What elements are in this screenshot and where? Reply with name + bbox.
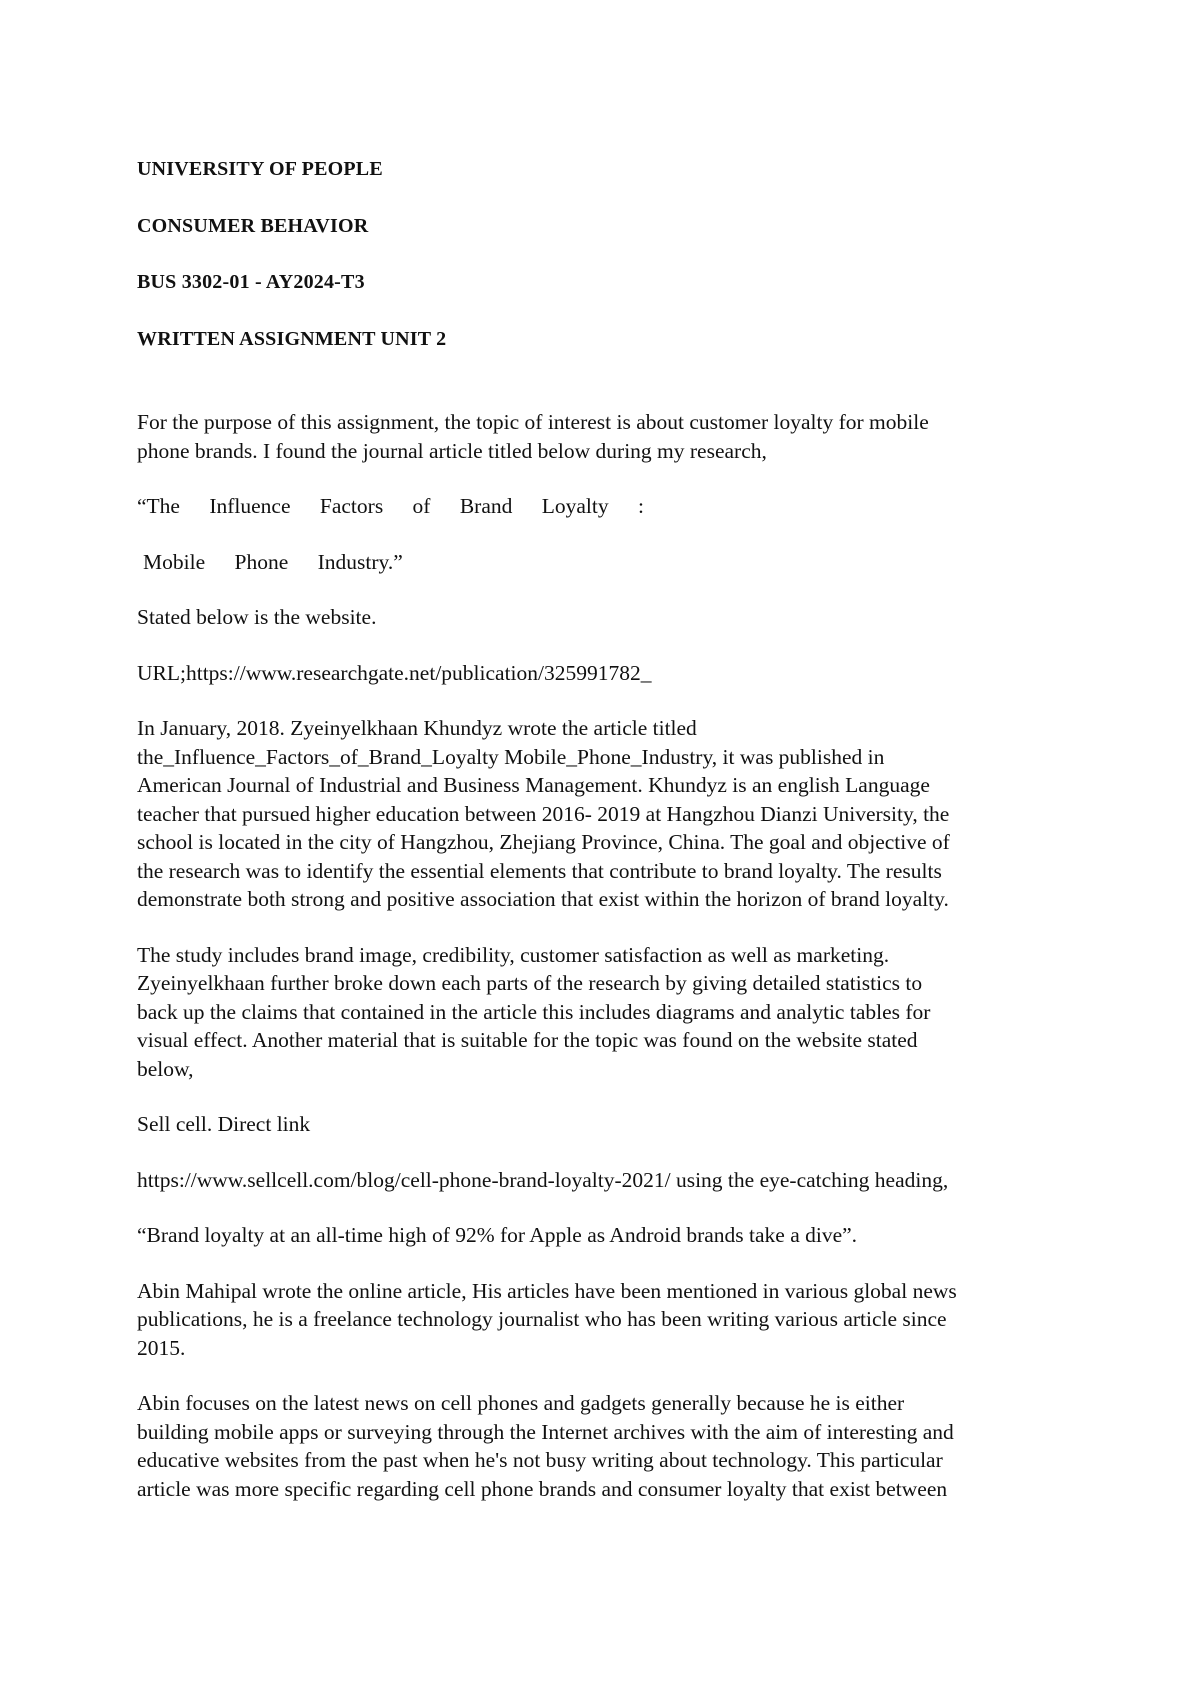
paragraph-line: back up the claims that contained in the article this includes diagrams and analytic tables for bbox=[137, 999, 931, 1024]
course-heading: CONSUMER BEHAVIOR bbox=[137, 214, 369, 237]
paragraph-line: Zyeinyelkhaan further broke down each parts of the research by giving detailed statistics to bbox=[137, 971, 923, 995]
author-paragraph bbox=[137, 1277, 1077, 1363]
paragraph-line: In January, 2018. Zyeinyelkhaan Khundyz wrote the article titled bbox=[137, 716, 697, 740]
sellcell-direct-link-label: Sell cell. Direct link bbox=[137, 1112, 311, 1136]
article-quote: “Brand loyalty at an all-time high of 92% for Apple as Android brands take a dive”. bbox=[137, 1223, 858, 1247]
sellcell-url: https://www.sellcell.com/blog/cell-phone-brand-loyalty-2021/ using the eye-catching heading, bbox=[137, 1167, 949, 1192]
intro-paragraph bbox=[137, 408, 1077, 465]
article-summary-paragraph bbox=[137, 714, 1077, 914]
paragraph-line: American Journal of Industrial and Business Management. Khundyz is an english Language bbox=[137, 773, 930, 797]
paragraph-line: For the purpose of this assignment, the topic of interest is about customer loyalty for mobile bbox=[137, 410, 929, 434]
study-details-paragraph bbox=[137, 941, 1077, 1084]
article-title-line-1: “The Influence Factors of Brand Loyalty : bbox=[137, 494, 644, 518]
course-code-heading: BUS 3302-01 - AY2024-T3 bbox=[137, 271, 365, 293]
paragraph-line: school is located in the city of Hangzhou, Zhejiang Province, China. The goal and objective of bbox=[137, 830, 950, 854]
document-body bbox=[137, 155, 1077, 1530]
assignment-heading: WRITTEN ASSIGNMENT UNIT 2 bbox=[137, 327, 447, 350]
paragraph-line: educative websites from the past when he's not busy writing about technology. This particular bbox=[137, 1448, 943, 1472]
paragraph-line: Abin Mahipal wrote the online article, His articles have been mentioned in various global news bbox=[137, 1278, 957, 1303]
paragraph-line: visual effect. Another material that is suitable for the topic was found on the website stated bbox=[137, 1028, 918, 1052]
author-focus-paragraph bbox=[137, 1389, 1077, 1503]
paragraph-line: phone brands. I found the journal article titled below during my research, bbox=[137, 438, 767, 463]
paragraph-line: teacher that pursued higher education between 2016- 2019 at Hangzhou Dianzi University, the bbox=[137, 801, 950, 826]
paragraph-line: building mobile apps or surveying through the Internet archives with the aim of interesting and bbox=[137, 1419, 954, 1444]
paragraph-line: The study includes brand image, credibility, customer satisfaction as well as marketing. bbox=[137, 942, 890, 967]
paragraph-line: 2015. bbox=[137, 1335, 186, 1360]
paragraph-line: the_Influence_Factors_of_Brand_Loyalty Mobile_Phone_Industry, it was published in bbox=[137, 744, 885, 769]
paragraph-line: Abin focuses on the latest news on cell phones and gadgets generally because he is either bbox=[137, 1391, 905, 1415]
paragraph-line: below, bbox=[137, 1056, 194, 1081]
paragraph-line: article was more specific regarding cell phone brands and consumer loyalty that exist between bbox=[137, 1476, 948, 1501]
paragraph-line: publications, he is a freelance technology journalist who has been writing various article since bbox=[137, 1307, 947, 1331]
researchgate-url: URL;https://www.researchgate.net/publication/325991782_ bbox=[137, 660, 652, 685]
article-title-line-2: Mobile Phone Industry.” bbox=[143, 549, 403, 574]
university-heading: UNIVERSITY OF PEOPLE bbox=[137, 158, 383, 180]
website-intro: Stated below is the website. bbox=[137, 605, 377, 629]
paragraph-line: the research was to identify the essential elements that contribute to brand loyalty. The results bbox=[137, 858, 942, 883]
paragraph-line: demonstrate both strong and positive association that exist within the horizon of brand loyalty. bbox=[137, 887, 949, 911]
